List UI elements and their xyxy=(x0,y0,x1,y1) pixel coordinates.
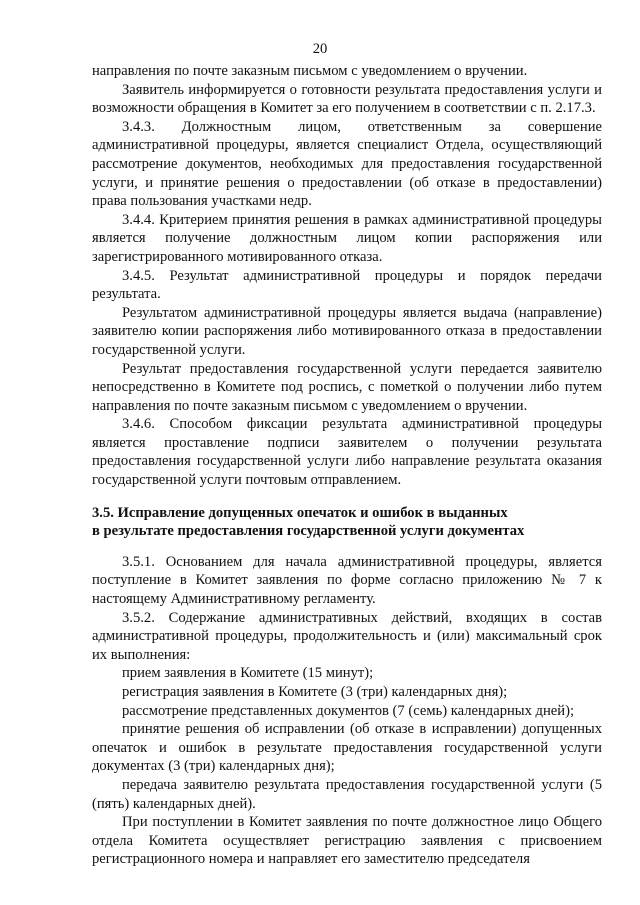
paragraph: направления по почте заказным письмом с уведомлением о вручении. xyxy=(92,63,528,79)
section-title-line-2: в результате предоставления государственной услуги документах xyxy=(92,523,525,540)
list-item: регистрация заявления в Комитете (3 (три) календарных дня); xyxy=(122,684,508,700)
paragraph-3-4-3: 3.4.3. Должностным лицом, ответственным за совершение административной процедуры, является специалист Отдела, осуществляющий рассмотрение документов, необходимых для предоставления государственной услуги, и принятие решения о предоставлении (об отказе в предоставлении) права пользования участками недр. xyxy=(92,118,602,210)
paragraph: При поступлении в Комитет заявления по почте должностное лицо Общего отдела Комитета осуществляет регистрацию заявления с присвоением регистрационного номера и направляет его заместителю председателя xyxy=(92,814,602,868)
list-item: принятие решения об исправлении (об отказе в исправлении) допущенных опечаток и ошибок в результате предоставления государственной услуги документах (3 (три) календарных дня); xyxy=(92,721,602,775)
section-title-line-1: 3.5. Исправление допущенных опечаток и ошибок в выданных xyxy=(92,504,508,521)
paragraph: Результатом административной процедуры является выдача (направление) заявителю копии распоряжения либо мотивированного отказа в предоставлении государственной услуги. xyxy=(92,304,602,358)
paragraph: Заявитель информируется о готовности результата предоставления услуги и возможности обращения в Комитет за его получением в соответствии с п. 2.17.3. xyxy=(92,81,602,117)
paragraph-3-4-4: 3.4.4. Критерием принятия решения в рамках административной процедуры является получение должностным лицом копии распоряжения или зарегистрированного мотивированного отказа. xyxy=(92,211,602,265)
paragraph-3-4-5: 3.4.5. Результат административной процедуры и порядок передачи результата. xyxy=(92,267,602,303)
paragraph-3-5-2: 3.5.2. Содержание административных действий, входящих в состав административной процедуры, продолжительность и (или) максимальный срок их выполнения: xyxy=(92,609,602,663)
list-item: передача заявителю результата предоставления государственной услуги (5 (пять) календарных дней). xyxy=(92,776,602,812)
spacer xyxy=(92,490,602,504)
list-item: рассмотрение представленных документов (7 (семь) календарных дней); xyxy=(122,702,574,719)
document-body xyxy=(92,62,602,869)
page-number: 20 xyxy=(312,41,328,57)
paragraph-3-4-6: 3.4.6. Способом фиксации результата административной процедуры является проставление подписи заявителем о получении результата предоставления государственной услуги либо направление результата оказания государственной услуги почтовым отправлением. xyxy=(92,416,602,489)
paragraph: Результат предоставления государственной услуги передается заявителю непосредственно в Комитете под роспись, с пометкой о получении либо путем направления по почте заказным письмом с уведомлением о вручении. xyxy=(92,360,602,414)
list-item: прием заявления в Комитете (15 минут); xyxy=(122,665,374,682)
paragraph-3-5-1: 3.5.1. Основанием для начала административной процедуры, является поступление в Комитет заявления по форме согласно приложению № 7 к настоящему Административному регламенту. xyxy=(92,553,602,608)
spacer xyxy=(92,541,602,553)
